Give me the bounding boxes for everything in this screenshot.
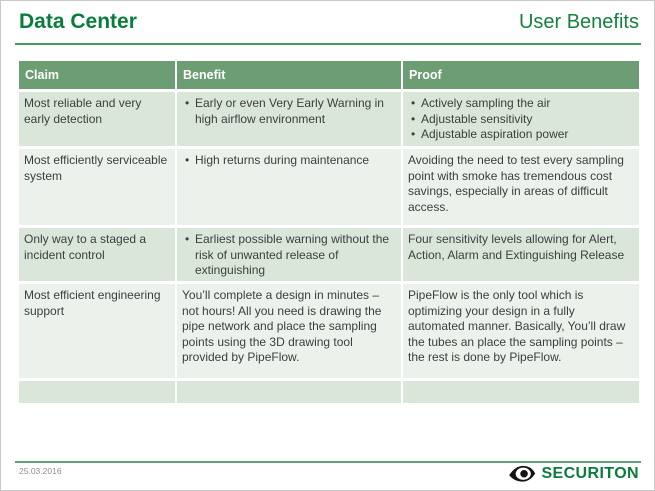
- cell-proof-row4: [403, 284, 639, 378]
- claim-text: Only way to a staged a incident control: [24, 232, 147, 262]
- cell-proof-row5: [403, 381, 639, 403]
- bullet-item: • Actively sampling the air: [408, 96, 633, 112]
- footer-divider: [15, 461, 641, 463]
- cell-benefit-row4: [177, 284, 401, 378]
- cell-claim-row1: [19, 92, 175, 146]
- header-divider: [15, 43, 641, 45]
- eye-icon: [508, 464, 536, 483]
- column-header-proof: Proof: [403, 61, 639, 89]
- bullet-item: • High returns during maintenance: [182, 153, 395, 169]
- cell-benefit-row5: [177, 381, 401, 403]
- cell-claim-row3: [19, 228, 175, 281]
- cell-claim-row2: [19, 149, 175, 225]
- column-header-claim: Claim: [19, 61, 175, 89]
- benefit-text: You’ll complete a design in minutes – not hours! All you need is drawing the pipe network and place the sampling points using the 3D drawing tool provided by PipeFlow.: [182, 288, 382, 364]
- proof-text: Avoiding the need to test every sampling point with smoke has tremendous cost savings, especially in areas of difficult access.: [408, 153, 624, 214]
- proof-text: Four sensitivity levels allowing for Alert, Action, Alarm and Extinguishing Release: [408, 232, 625, 262]
- bullet-item: • Adjustable sensitivity: [408, 112, 633, 128]
- cell-proof-row3: [403, 228, 639, 281]
- page-subtitle: User Benefits: [518, 11, 639, 33]
- securiton-logo: [508, 464, 639, 483]
- claim-text: Most efficient engineering support: [24, 288, 161, 318]
- cell-benefit-row1: [177, 92, 401, 146]
- bullet-item: • Earliest possible warning without the risk of unwanted release of extinguishing: [182, 232, 395, 279]
- cell-benefit-row3: [177, 228, 401, 281]
- slide-date: 25.03.2016: [19, 466, 62, 476]
- cell-benefit-row2: [177, 149, 401, 225]
- proof-text: PipeFlow is the only tool which is optimizing your design in a fully automated manner. Basically, You’ll draw the tubes an place the sampling points – the rest is done by PipeFlow.: [408, 288, 626, 364]
- bullet-item: • Early or even Very Early Warning in high airflow environment: [182, 96, 395, 127]
- bullet-item: • Adjustable aspiration power: [408, 127, 633, 143]
- column-header-benefit: Benefit: [177, 61, 401, 89]
- claim-text: Most reliable and very early detection: [24, 96, 142, 126]
- cell-claim-row5: [19, 381, 175, 403]
- slide-header: [19, 10, 639, 34]
- cell-proof-row1: [403, 92, 639, 146]
- logo-text: SECURITON: [541, 464, 639, 482]
- benefits-table: [19, 61, 639, 403]
- cell-proof-row2: [403, 149, 639, 225]
- cell-claim-row4: [19, 284, 175, 378]
- page-title: Data Center: [19, 10, 137, 33]
- claim-text: Most efficiently serviceable system: [24, 153, 168, 183]
